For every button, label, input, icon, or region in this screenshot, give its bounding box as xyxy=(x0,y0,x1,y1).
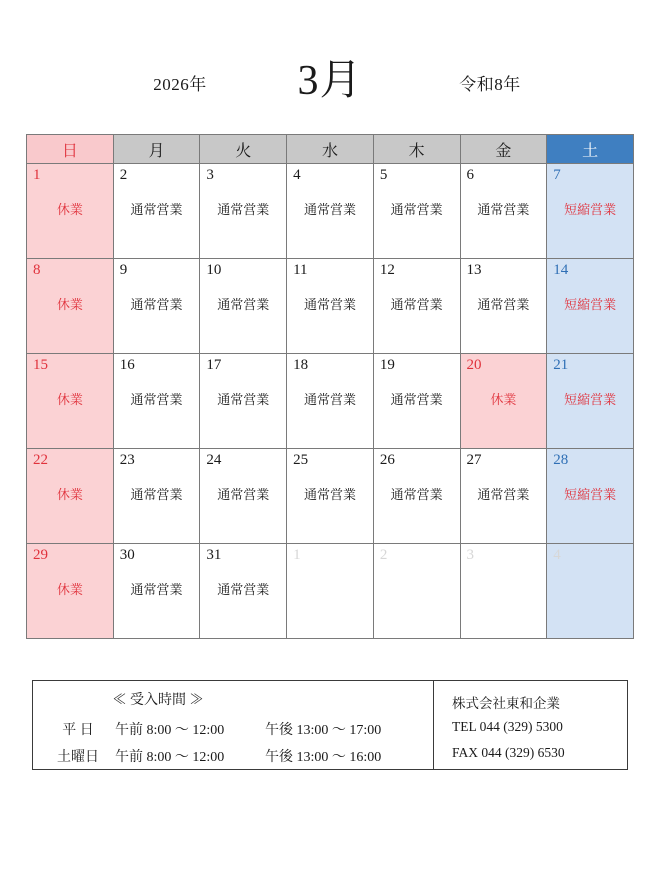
day-number: 19 xyxy=(379,357,395,373)
day-status-note: 通常営業 xyxy=(477,297,530,312)
calendar-day-cell[interactable] xyxy=(200,449,287,544)
day-number: 18 xyxy=(293,357,309,373)
day-number: 24 xyxy=(206,452,222,468)
calendar-day-cell[interactable] xyxy=(27,164,114,259)
calendar-day-cell[interactable] xyxy=(373,544,460,639)
calendar-day-cell[interactable] xyxy=(200,544,287,639)
calendar-day-cell[interactable] xyxy=(547,259,634,354)
day-number: 3 xyxy=(466,547,475,563)
hours-row-saturday-am: 午前 8:00 ～ 12:00 xyxy=(115,750,225,765)
day-status-note: 通常営業 xyxy=(130,487,183,502)
day-number: 15 xyxy=(33,357,48,373)
calendar-week-row xyxy=(27,259,634,354)
hours-row-weekday-label: 平 日 xyxy=(62,723,94,738)
day-number: 8 xyxy=(33,262,41,278)
calendar-day-cell[interactable] xyxy=(113,354,200,449)
day-status-note: 休業 xyxy=(490,392,517,407)
weekday-header-sat-6: 土 xyxy=(547,135,634,164)
calendar-day-cell[interactable] xyxy=(200,354,287,449)
day-number: 13 xyxy=(466,262,482,278)
calendar-day-cell[interactable] xyxy=(200,259,287,354)
calendar-day-cell[interactable] xyxy=(547,544,634,639)
company-fax: FAX 044 (329) 6530 xyxy=(452,745,565,760)
header-era: 令和8年 xyxy=(459,75,521,94)
calendar-week-row xyxy=(27,164,634,259)
day-status-note: 通常営業 xyxy=(390,487,443,502)
day-number: 26 xyxy=(379,452,395,468)
day-number: 7 xyxy=(553,167,561,183)
calendar-day-cell[interactable] xyxy=(200,164,287,259)
day-number: 1 xyxy=(33,167,41,183)
day-status-note: 通常営業 xyxy=(303,487,356,502)
day-status-note: 短縮営業 xyxy=(564,392,617,407)
day-number: 17 xyxy=(206,357,222,373)
calendar-day-cell[interactable] xyxy=(460,544,547,639)
day-status-note: 休業 xyxy=(56,582,83,597)
calendar-header xyxy=(0,52,660,112)
calendar-day-cell[interactable] xyxy=(113,449,200,544)
weekday-header-sun-0: 日 xyxy=(27,135,114,164)
day-status-note: 通常営業 xyxy=(217,582,270,597)
day-number: 29 xyxy=(33,547,48,563)
calendar-day-cell[interactable] xyxy=(113,544,200,639)
day-number: 5 xyxy=(379,167,388,183)
calendar-day-cell[interactable] xyxy=(373,164,460,259)
day-status-note: 休業 xyxy=(56,487,83,502)
calendar-day-cell[interactable] xyxy=(547,354,634,449)
day-number: 22 xyxy=(33,452,48,468)
day-status-note: 通常営業 xyxy=(217,297,270,312)
day-status-note: 短縮営業 xyxy=(564,487,617,502)
month-calendar xyxy=(26,134,634,639)
calendar-week-row xyxy=(27,354,634,449)
day-number: 16 xyxy=(119,357,135,373)
calendar-week-row xyxy=(27,544,634,639)
day-status-note: 通常営業 xyxy=(130,582,183,597)
hours-row-weekday-pm: 午後 13:00 ～ 17:00 xyxy=(265,723,382,738)
calendar-day-cell[interactable] xyxy=(460,164,547,259)
day-status-note: 通常営業 xyxy=(390,297,443,312)
day-number: 10 xyxy=(206,262,222,278)
footer-info-box xyxy=(32,680,628,770)
weekday-header-row xyxy=(27,135,634,164)
footer-hours xyxy=(33,681,433,769)
weekday-header-weekday-3: 水 xyxy=(287,135,374,164)
calendar-day-cell[interactable] xyxy=(287,259,374,354)
day-status-note: 通常営業 xyxy=(130,202,183,217)
hours-row-weekday xyxy=(41,719,381,739)
day-number: 12 xyxy=(379,262,395,278)
day-number: 30 xyxy=(119,547,135,563)
company-name: 株式会社東和企業 xyxy=(452,696,560,711)
calendar-day-cell[interactable] xyxy=(113,164,200,259)
day-number: 20 xyxy=(466,357,482,373)
calendar-day-cell[interactable] xyxy=(27,449,114,544)
weekday-header-weekday-5: 金 xyxy=(460,135,547,164)
day-number: 31 xyxy=(206,547,222,563)
day-status-note: 休業 xyxy=(56,202,83,217)
day-number: 27 xyxy=(466,452,482,468)
calendar-day-cell[interactable] xyxy=(373,449,460,544)
day-status-note: 通常営業 xyxy=(477,487,530,502)
calendar-day-cell[interactable] xyxy=(113,259,200,354)
calendar-day-cell[interactable] xyxy=(373,259,460,354)
day-number: 25 xyxy=(293,452,309,468)
header-year: 2026年 xyxy=(153,75,207,94)
hours-row-saturday-label: 土曜日 xyxy=(57,750,99,765)
calendar-day-cell[interactable] xyxy=(547,164,634,259)
day-status-note: 通常営業 xyxy=(217,202,270,217)
day-number: 14 xyxy=(553,262,569,278)
day-status-note: 通常営業 xyxy=(303,202,356,217)
day-status-note: 短縮営業 xyxy=(564,297,617,312)
header-month: 3月 xyxy=(297,58,363,104)
day-number: 6 xyxy=(466,167,475,183)
day-status-note: 休業 xyxy=(56,297,83,312)
calendar-day-cell[interactable] xyxy=(287,354,374,449)
calendar-day-cell[interactable] xyxy=(287,164,374,259)
day-number: 23 xyxy=(119,452,135,468)
calendar-day-cell[interactable] xyxy=(460,354,547,449)
day-status-note: 通常営業 xyxy=(303,392,356,407)
weekday-header-weekday-4: 木 xyxy=(373,135,460,164)
day-status-note: 通常営業 xyxy=(390,202,443,217)
weekday-header-weekday-1: 月 xyxy=(113,135,200,164)
day-number: 2 xyxy=(119,167,128,183)
calendar-week-row xyxy=(27,449,634,544)
calendar-day-cell[interactable] xyxy=(27,354,114,449)
calendar-day-cell[interactable] xyxy=(460,449,547,544)
day-status-note: 通常営業 xyxy=(217,487,270,502)
calendar-day-cell[interactable] xyxy=(287,544,374,639)
day-number: 2 xyxy=(379,547,388,563)
hours-row-weekday-am: 午前 8:00 ～ 12:00 xyxy=(115,723,225,738)
day-number: 4 xyxy=(293,167,301,183)
day-status-note: 通常営業 xyxy=(303,297,356,312)
calendar-day-cell[interactable] xyxy=(27,259,114,354)
day-number: 9 xyxy=(119,262,128,278)
day-status-note: 通常営業 xyxy=(130,392,183,407)
company-tel: TEL 044 (329) 5300 xyxy=(452,719,563,734)
day-number: 11 xyxy=(293,262,308,278)
day-status-note: 通常営業 xyxy=(217,392,270,407)
day-status-note: 通常営業 xyxy=(477,202,530,217)
day-status-note: 短縮営業 xyxy=(564,202,617,217)
calendar-day-cell[interactable] xyxy=(547,449,634,544)
hours-row-saturday xyxy=(41,746,381,766)
day-number: 3 xyxy=(206,167,214,183)
day-number: 21 xyxy=(553,357,569,373)
weekday-header-weekday-2: 火 xyxy=(200,135,287,164)
day-number: 4 xyxy=(553,547,561,563)
hours-row-saturday-pm: 午後 13:00 ～ 16:00 xyxy=(265,750,382,765)
calendar-day-cell[interactable] xyxy=(287,449,374,544)
day-status-note: 通常営業 xyxy=(130,297,183,312)
day-number: 28 xyxy=(553,452,569,468)
calendar-day-cell[interactable] xyxy=(373,354,460,449)
day-status-note: 通常営業 xyxy=(390,392,443,407)
day-status-note: 休業 xyxy=(56,392,83,407)
hours-title: ≪ 受入時間 ≫ xyxy=(112,693,204,708)
calendar-day-cell[interactable] xyxy=(27,544,114,639)
footer-company xyxy=(433,681,629,769)
day-number: 1 xyxy=(293,547,301,563)
calendar-day-cell[interactable] xyxy=(460,259,547,354)
